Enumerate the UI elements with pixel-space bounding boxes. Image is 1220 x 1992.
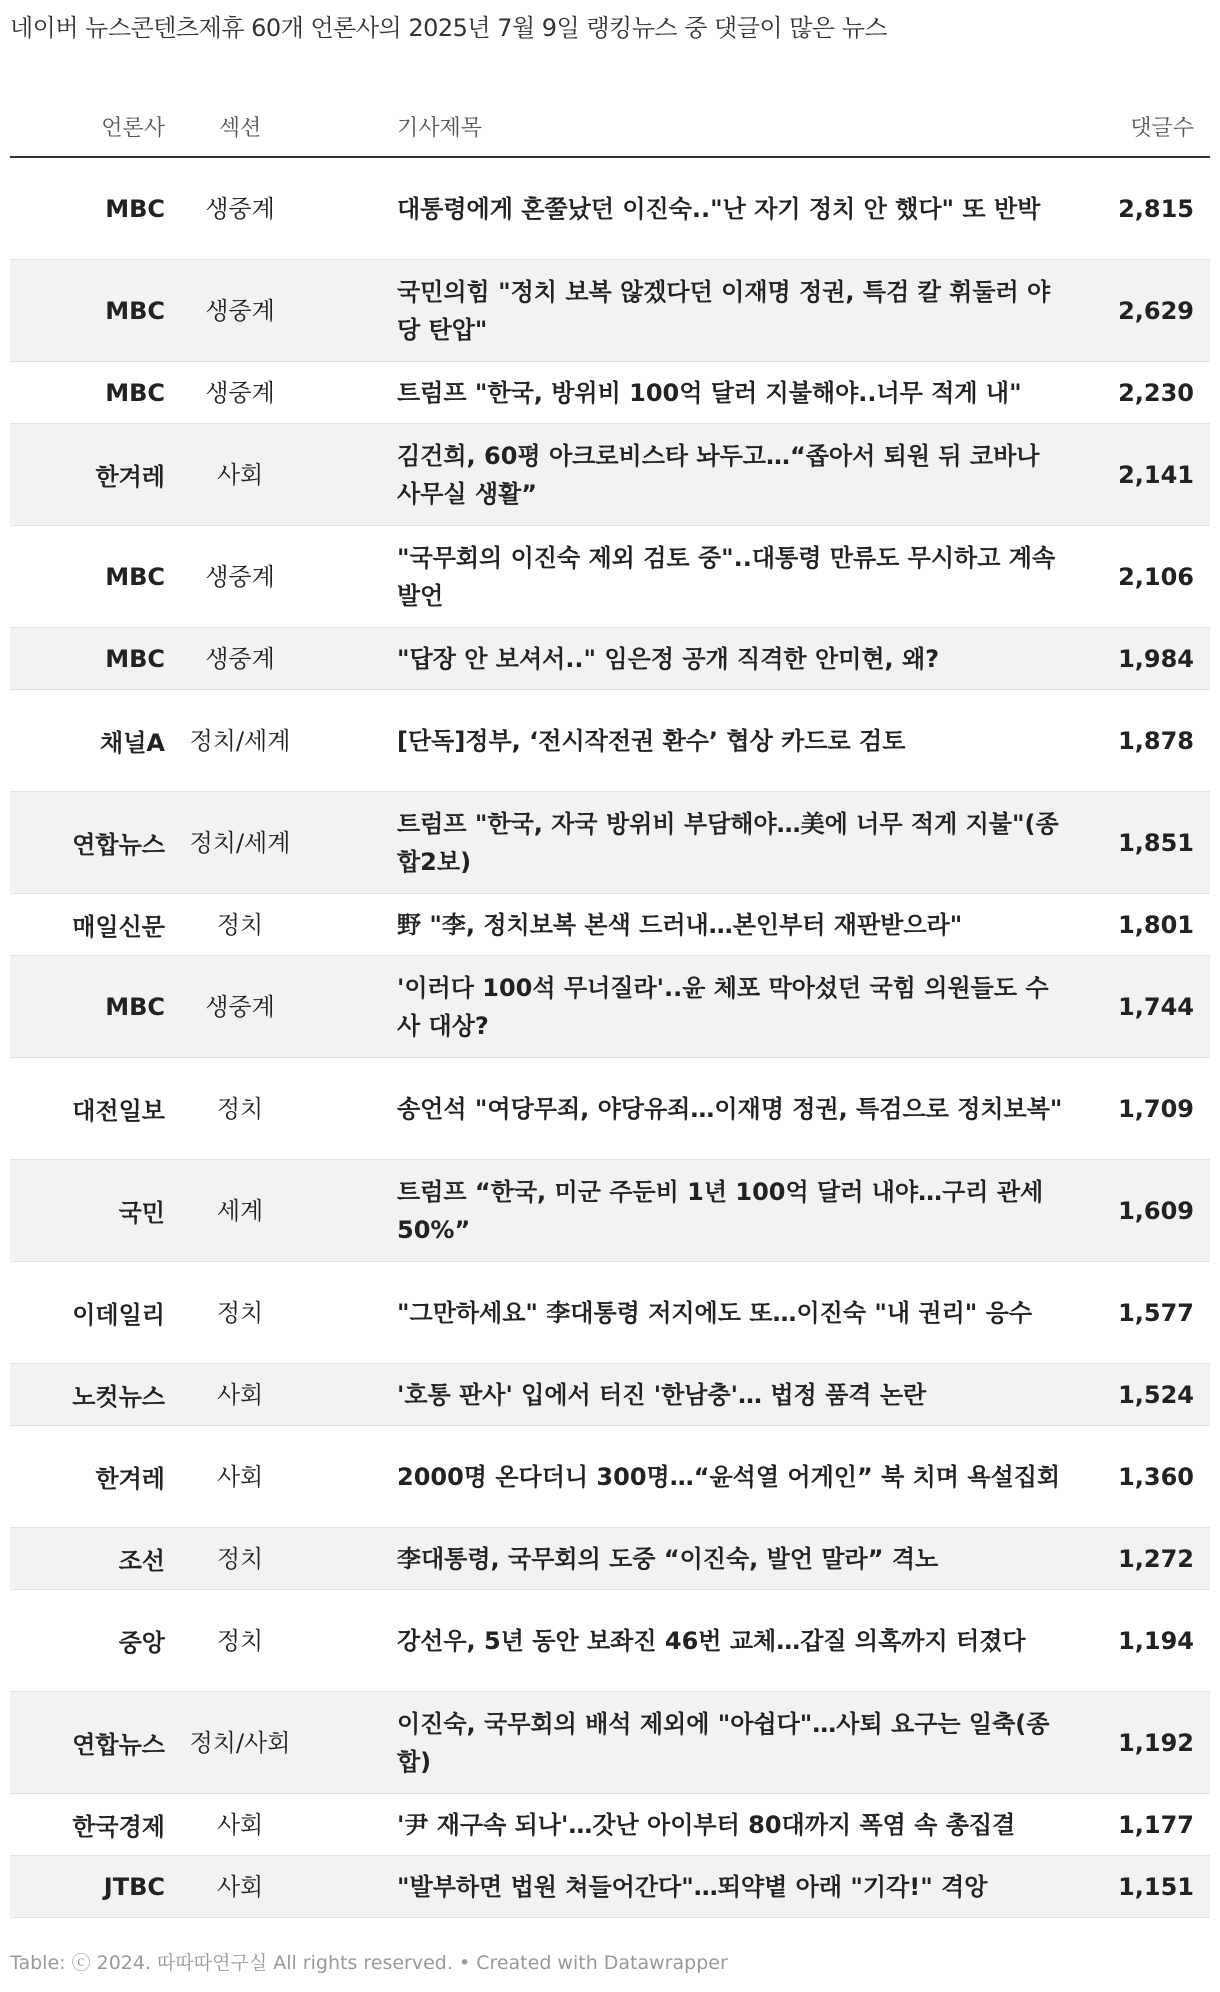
press-cell: 노컷뉴스 (10, 1364, 175, 1426)
article-title-cell[interactable]: '尹 재구속 되나'…갓난 아이부터 80대까지 폭염 속 총집결 (305, 1794, 1085, 1856)
table-body (10, 157, 1210, 1918)
press-cell: MBC (10, 628, 175, 690)
article-title-cell[interactable]: 野 "李, 정치보복 본색 드러내…본인부터 재판받으라" (305, 894, 1085, 956)
press-cell: 채널A (10, 690, 175, 792)
table-row (10, 362, 1210, 424)
comment-count-cell: 1,272 (1085, 1528, 1210, 1590)
press-cell: 중앙 (10, 1590, 175, 1692)
section-cell: 정치 (175, 1590, 305, 1692)
table-row (10, 1856, 1210, 1918)
comment-count-cell: 1,177 (1085, 1794, 1210, 1856)
article-title-cell[interactable]: 트럼프 "한국, 방위비 100억 달러 지불해야..너무 적게 내" (305, 362, 1085, 424)
table-row (10, 894, 1210, 956)
header-press[interactable]: 언론사 (10, 96, 175, 157)
table-row (10, 628, 1210, 690)
comment-count-cell: 1,801 (1085, 894, 1210, 956)
article-title-cell[interactable]: '이러다 100석 무너질라'..윤 체포 막아섰던 국힘 의원들도 수사 대상? (305, 956, 1085, 1058)
article-title-cell[interactable]: 2000명 온다더니 300명…“윤석열 어게인” 북 치며 욕설집회 (305, 1426, 1085, 1528)
article-title-cell[interactable]: "발부하면 법원 쳐들어간다"…뙤약볕 아래 "기각!" 격앙 (305, 1856, 1085, 1918)
comment-count-cell: 2,230 (1085, 362, 1210, 424)
article-title-cell[interactable]: 국민의힘 "정치 보복 않겠다던 이재명 정권, 특검 칼 휘둘러 야당 탄압" (305, 260, 1085, 362)
section-cell: 사회 (175, 424, 305, 526)
press-cell: 한국경제 (10, 1794, 175, 1856)
comment-count-cell: 2,106 (1085, 526, 1210, 628)
section-cell: 생중계 (175, 260, 305, 362)
header-comments[interactable]: 댓글수 (1085, 96, 1210, 157)
section-cell: 정치 (175, 894, 305, 956)
table-header-row (10, 96, 1210, 157)
table-row (10, 690, 1210, 792)
press-cell: 조선 (10, 1528, 175, 1590)
press-cell: 한겨레 (10, 424, 175, 526)
section-cell: 생중계 (175, 628, 305, 690)
section-cell: 정치/세계 (175, 690, 305, 792)
header-section[interactable]: 섹션 (175, 96, 305, 157)
article-title-cell[interactable]: 송언석 "여당무죄, 야당유죄…이재명 정권, 특검으로 정치보복" (305, 1058, 1085, 1160)
press-cell: MBC (10, 956, 175, 1058)
table-row (10, 1058, 1210, 1160)
section-cell: 생중계 (175, 526, 305, 628)
section-cell: 생중계 (175, 362, 305, 424)
press-cell: 국민 (10, 1160, 175, 1262)
table-row (10, 1794, 1210, 1856)
article-title-cell[interactable]: '호통 판사' 입에서 터진 '한남충'… 법정 품격 논란 (305, 1364, 1085, 1426)
article-title-cell[interactable]: 이진숙, 국무회의 배석 제외에 "아쉽다"…사퇴 요구는 일축(종합) (305, 1692, 1085, 1794)
comment-count-cell: 1,151 (1085, 1856, 1210, 1918)
section-cell: 사회 (175, 1856, 305, 1918)
comment-count-cell: 1,709 (1085, 1058, 1210, 1160)
comment-count-cell: 1,609 (1085, 1160, 1210, 1262)
section-cell: 사회 (175, 1364, 305, 1426)
press-cell: MBC (10, 157, 175, 260)
comment-count-cell: 1,194 (1085, 1590, 1210, 1692)
section-cell: 정치/세계 (175, 792, 305, 894)
table-row (10, 1692, 1210, 1794)
article-title-cell[interactable]: 김건희, 60평 아크로비스타 놔두고…“좁아서 퇴원 뒤 코바나 사무실 생활” (305, 424, 1085, 526)
section-cell: 사회 (175, 1426, 305, 1528)
comment-count-cell: 1,878 (1085, 690, 1210, 792)
table-row (10, 1528, 1210, 1590)
comment-count-cell: 1,360 (1085, 1426, 1210, 1528)
press-cell: 이데일리 (10, 1262, 175, 1364)
table-row (10, 1364, 1210, 1426)
section-cell: 정치/사회 (175, 1692, 305, 1794)
comments-ranking-table (10, 96, 1210, 1918)
article-title-cell[interactable]: "국무회의 이진숙 제외 검토 중"..대통령 만류도 무시하고 계속 발언 (305, 526, 1085, 628)
table-row (10, 1160, 1210, 1262)
comment-count-cell: 2,629 (1085, 260, 1210, 362)
press-cell: JTBC (10, 1856, 175, 1918)
section-cell: 생중계 (175, 157, 305, 260)
comment-count-cell: 1,851 (1085, 792, 1210, 894)
table-row (10, 526, 1210, 628)
table-row (10, 1262, 1210, 1364)
comment-count-cell: 2,141 (1085, 424, 1210, 526)
comment-count-cell: 1,744 (1085, 956, 1210, 1058)
press-cell: 연합뉴스 (10, 1692, 175, 1794)
section-cell: 세계 (175, 1160, 305, 1262)
article-title-cell[interactable]: "그만하세요" 李대통령 저지에도 또…이진숙 "내 권리" 응수 (305, 1262, 1085, 1364)
article-title-cell[interactable]: "답장 안 보셔서.." 임은정 공개 직격한 안미현, 왜? (305, 628, 1085, 690)
table-row (10, 792, 1210, 894)
press-cell: MBC (10, 526, 175, 628)
table-row (10, 260, 1210, 362)
comment-count-cell: 2,815 (1085, 157, 1210, 260)
article-title-cell[interactable]: 李대통령, 국무회의 도중 “이진숙, 발언 말라” 격노 (305, 1528, 1085, 1590)
comment-count-cell: 1,192 (1085, 1692, 1210, 1794)
press-cell: 연합뉴스 (10, 792, 175, 894)
table-row (10, 1590, 1210, 1692)
press-cell: 대전일보 (10, 1058, 175, 1160)
comment-count-cell: 1,524 (1085, 1364, 1210, 1426)
article-title-cell[interactable]: 트럼프 "한국, 자국 방위비 부담해야…美에 너무 적게 지불"(종합2보) (305, 792, 1085, 894)
table-row (10, 1426, 1210, 1528)
article-title-cell[interactable]: 트럼프 “한국, 미군 주둔비 1년 100억 달러 내야…구리 관세 50%” (305, 1160, 1085, 1262)
press-cell: MBC (10, 260, 175, 362)
press-cell: MBC (10, 362, 175, 424)
press-cell: 매일신문 (10, 894, 175, 956)
table-row (10, 424, 1210, 526)
article-title-cell[interactable]: [단독]정부, ‘전시작전권 환수’ 협상 카드로 검토 (305, 690, 1085, 792)
article-title-cell[interactable]: 강선우, 5년 동안 보좌진 46번 교체…갑질 의혹까지 터졌다 (305, 1590, 1085, 1692)
table-row (10, 157, 1210, 260)
page-title: 네이버 뉴스콘텐츠제휴 60개 언론사의 2025년 7월 9일 랭킹뉴스 중 댓글이 많은 뉴스 (10, 14, 888, 42)
section-cell: 정치 (175, 1058, 305, 1160)
section-cell: 사회 (175, 1794, 305, 1856)
header-article[interactable]: 기사제목 (305, 96, 1085, 157)
comment-count-cell: 1,984 (1085, 628, 1210, 690)
section-cell: 정치 (175, 1262, 305, 1364)
footer-credit: Table: ⓒ 2024. 따따따연구실 All rights reserved. • Created with Datawrapper (10, 1952, 728, 1974)
article-title-cell[interactable]: 대통령에게 혼쭐났던 이진숙.."난 자기 정치 안 했다" 또 반박 (305, 157, 1085, 260)
table-row (10, 956, 1210, 1058)
section-cell: 정치 (175, 1528, 305, 1590)
comment-count-cell: 1,577 (1085, 1262, 1210, 1364)
section-cell: 생중계 (175, 956, 305, 1058)
press-cell: 한겨레 (10, 1426, 175, 1528)
